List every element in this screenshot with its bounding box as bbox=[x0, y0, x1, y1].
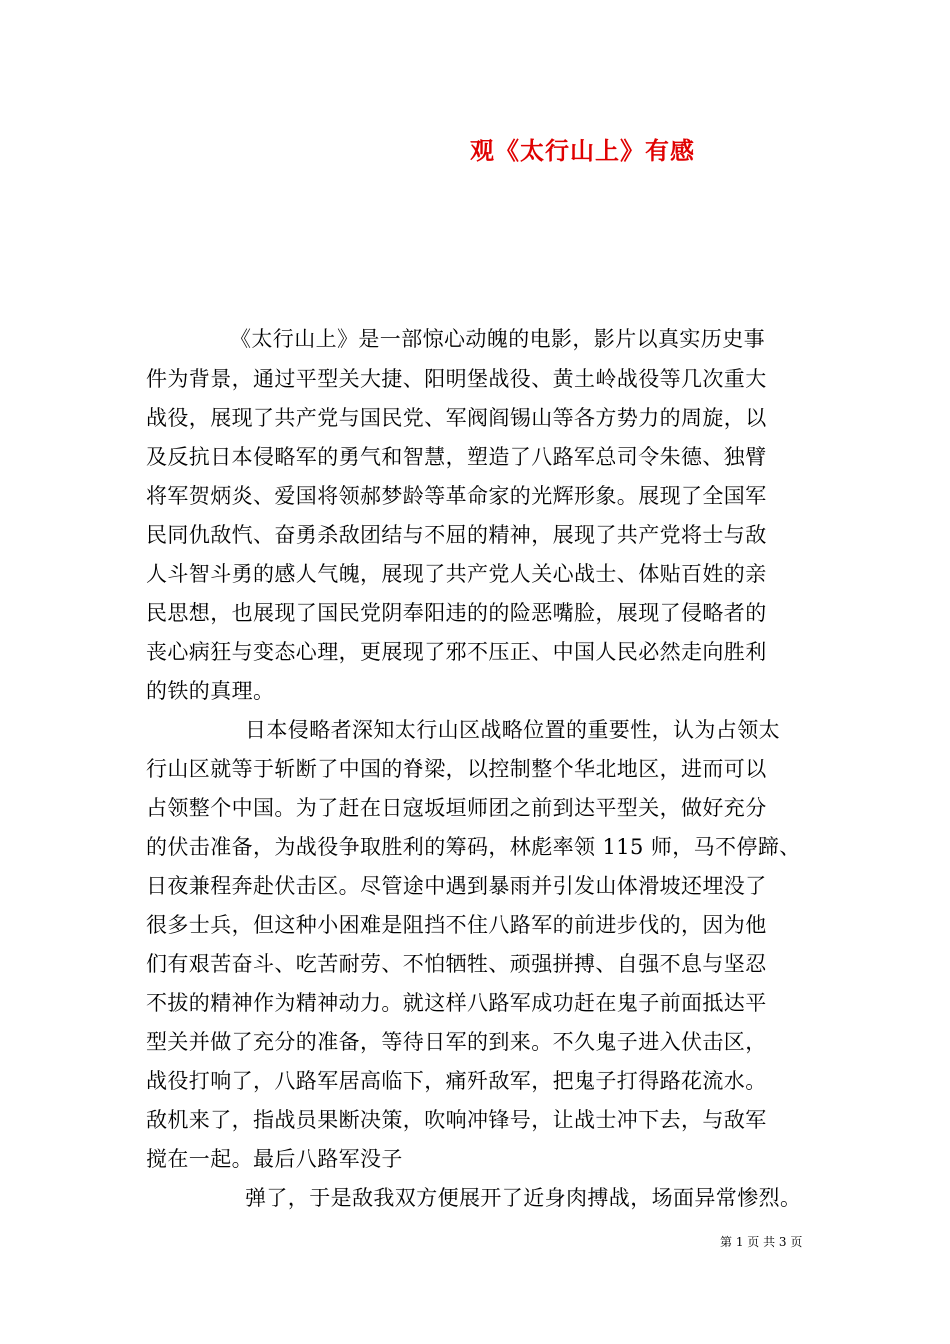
paragraph-line: 搅在一起。最后八路军没子 bbox=[146, 1147, 403, 1171]
paragraph-line: 民思想，也展现了国民党阴奉阳违的的险恶嘴脸，展现了侵略者的 bbox=[146, 601, 767, 625]
paragraph-line: 丧心病狂与变态心理，更展现了邪不压正、中国人民必然走向胜利 bbox=[146, 640, 767, 664]
document-title: 观《太行山上》有感 bbox=[470, 136, 695, 165]
paragraph-line: 的伏击准备，为战役争取胜利的筹码，林彪率领 115 师，马不停蹄、 bbox=[146, 835, 801, 859]
paragraph-line: 很多士兵，但这种小困难是阻挡不住八路军的前进步伐的，因为他 bbox=[146, 913, 767, 937]
paragraph-line: 日夜兼程奔赴伏击区。尽管途中遇到暴雨并引发山体滑坡还埋没了 bbox=[146, 874, 767, 898]
paragraph-line: 的铁的真理。 bbox=[146, 679, 275, 703]
paragraph-line: 件为背景，通过平型关大捷、阳明堡战役、黄土岭战役等几次重大 bbox=[146, 367, 767, 391]
paragraph-line: 战役打响了，八路军居高临下，痛歼敌军，把鬼子打得路花流水。 bbox=[146, 1069, 767, 1093]
page-number: 第 1 页 共 3 页 bbox=[720, 1235, 803, 1249]
paragraph-line: 不拔的精神作为精神动力。就这样八路军成功赶在鬼子前面抵达平 bbox=[146, 991, 767, 1015]
paragraph-line: 及反抗日本侵略军的勇气和智慧，塑造了八路军总司令朱德、独臂 bbox=[146, 445, 767, 469]
paragraph-line: 敌机来了，指战员果断决策，吹响冲锋号，让战士冲下去，与敌军 bbox=[146, 1108, 767, 1132]
paragraph-line: 《太行山上》是一部惊心动魄的电影，影片以真实历史事 bbox=[230, 327, 765, 351]
paragraph-line: 弹了，于是敌我双方便展开了近身肉搏战，场面异常惨烈。 bbox=[245, 1186, 802, 1210]
paragraph-line: 日本侵略者深知太行山区战略位置的重要性，认为占领太 bbox=[245, 718, 780, 742]
paragraph-line: 将军贺炳炎、爱国将领郝梦龄等革命家的光辉形象。展现了全国军 bbox=[146, 484, 767, 508]
paragraph-line: 民同仇敌忾、奋勇杀敌团结与不屈的精神，展现了共产党将士与敌 bbox=[146, 523, 767, 547]
paragraph-line: 型关并做了充分的准备，等待日军的到来。不久鬼子进入伏击区， bbox=[146, 1030, 767, 1054]
paragraph-line: 人斗智斗勇的感人气魄，展现了共产党人关心战士、体贴百姓的亲 bbox=[146, 562, 767, 586]
paragraph-line: 行山区就等于斩断了中国的脊梁，以控制整个华北地区，进而可以 bbox=[146, 757, 767, 781]
paragraph-line: 占领整个中国。为了赶在日寇坂垣师团之前到达平型关，做好充分 bbox=[146, 796, 767, 820]
paragraph-line: 们有艰苦奋斗、吃苦耐劳、不怕牺牲、顽强拼搏、自强不息与坚忍 bbox=[146, 952, 767, 976]
paragraph-line: 战役，展现了共产党与国民党、军阀阎锡山等各方势力的周旋，以 bbox=[146, 406, 767, 430]
